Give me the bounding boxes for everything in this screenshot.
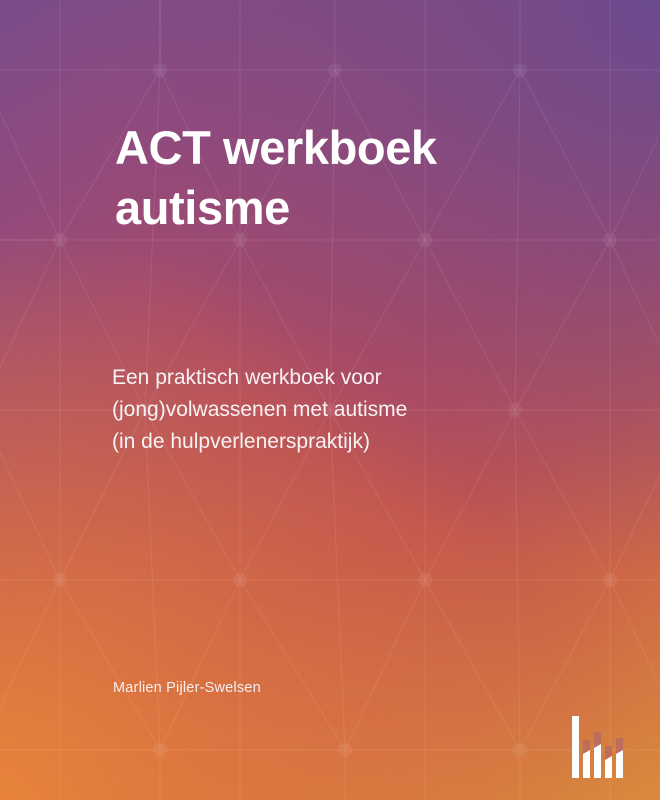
cover-title [115,118,585,238]
title-line-1: ACT werkboek [115,121,437,174]
publisher-logo-icon [570,710,632,782]
cover-subtitle [112,362,582,458]
subtitle-line-2: (jong)volwassenen met autisme [112,397,408,421]
subtitle-line-1: Een praktisch werkboek voor [112,366,382,389]
title-line-2: autisme [115,181,290,235]
subtitle-line-3: (in de hulpverlenerspraktijk) [112,429,370,453]
author-name: Marlien Pijler-Swelsen [113,680,261,696]
